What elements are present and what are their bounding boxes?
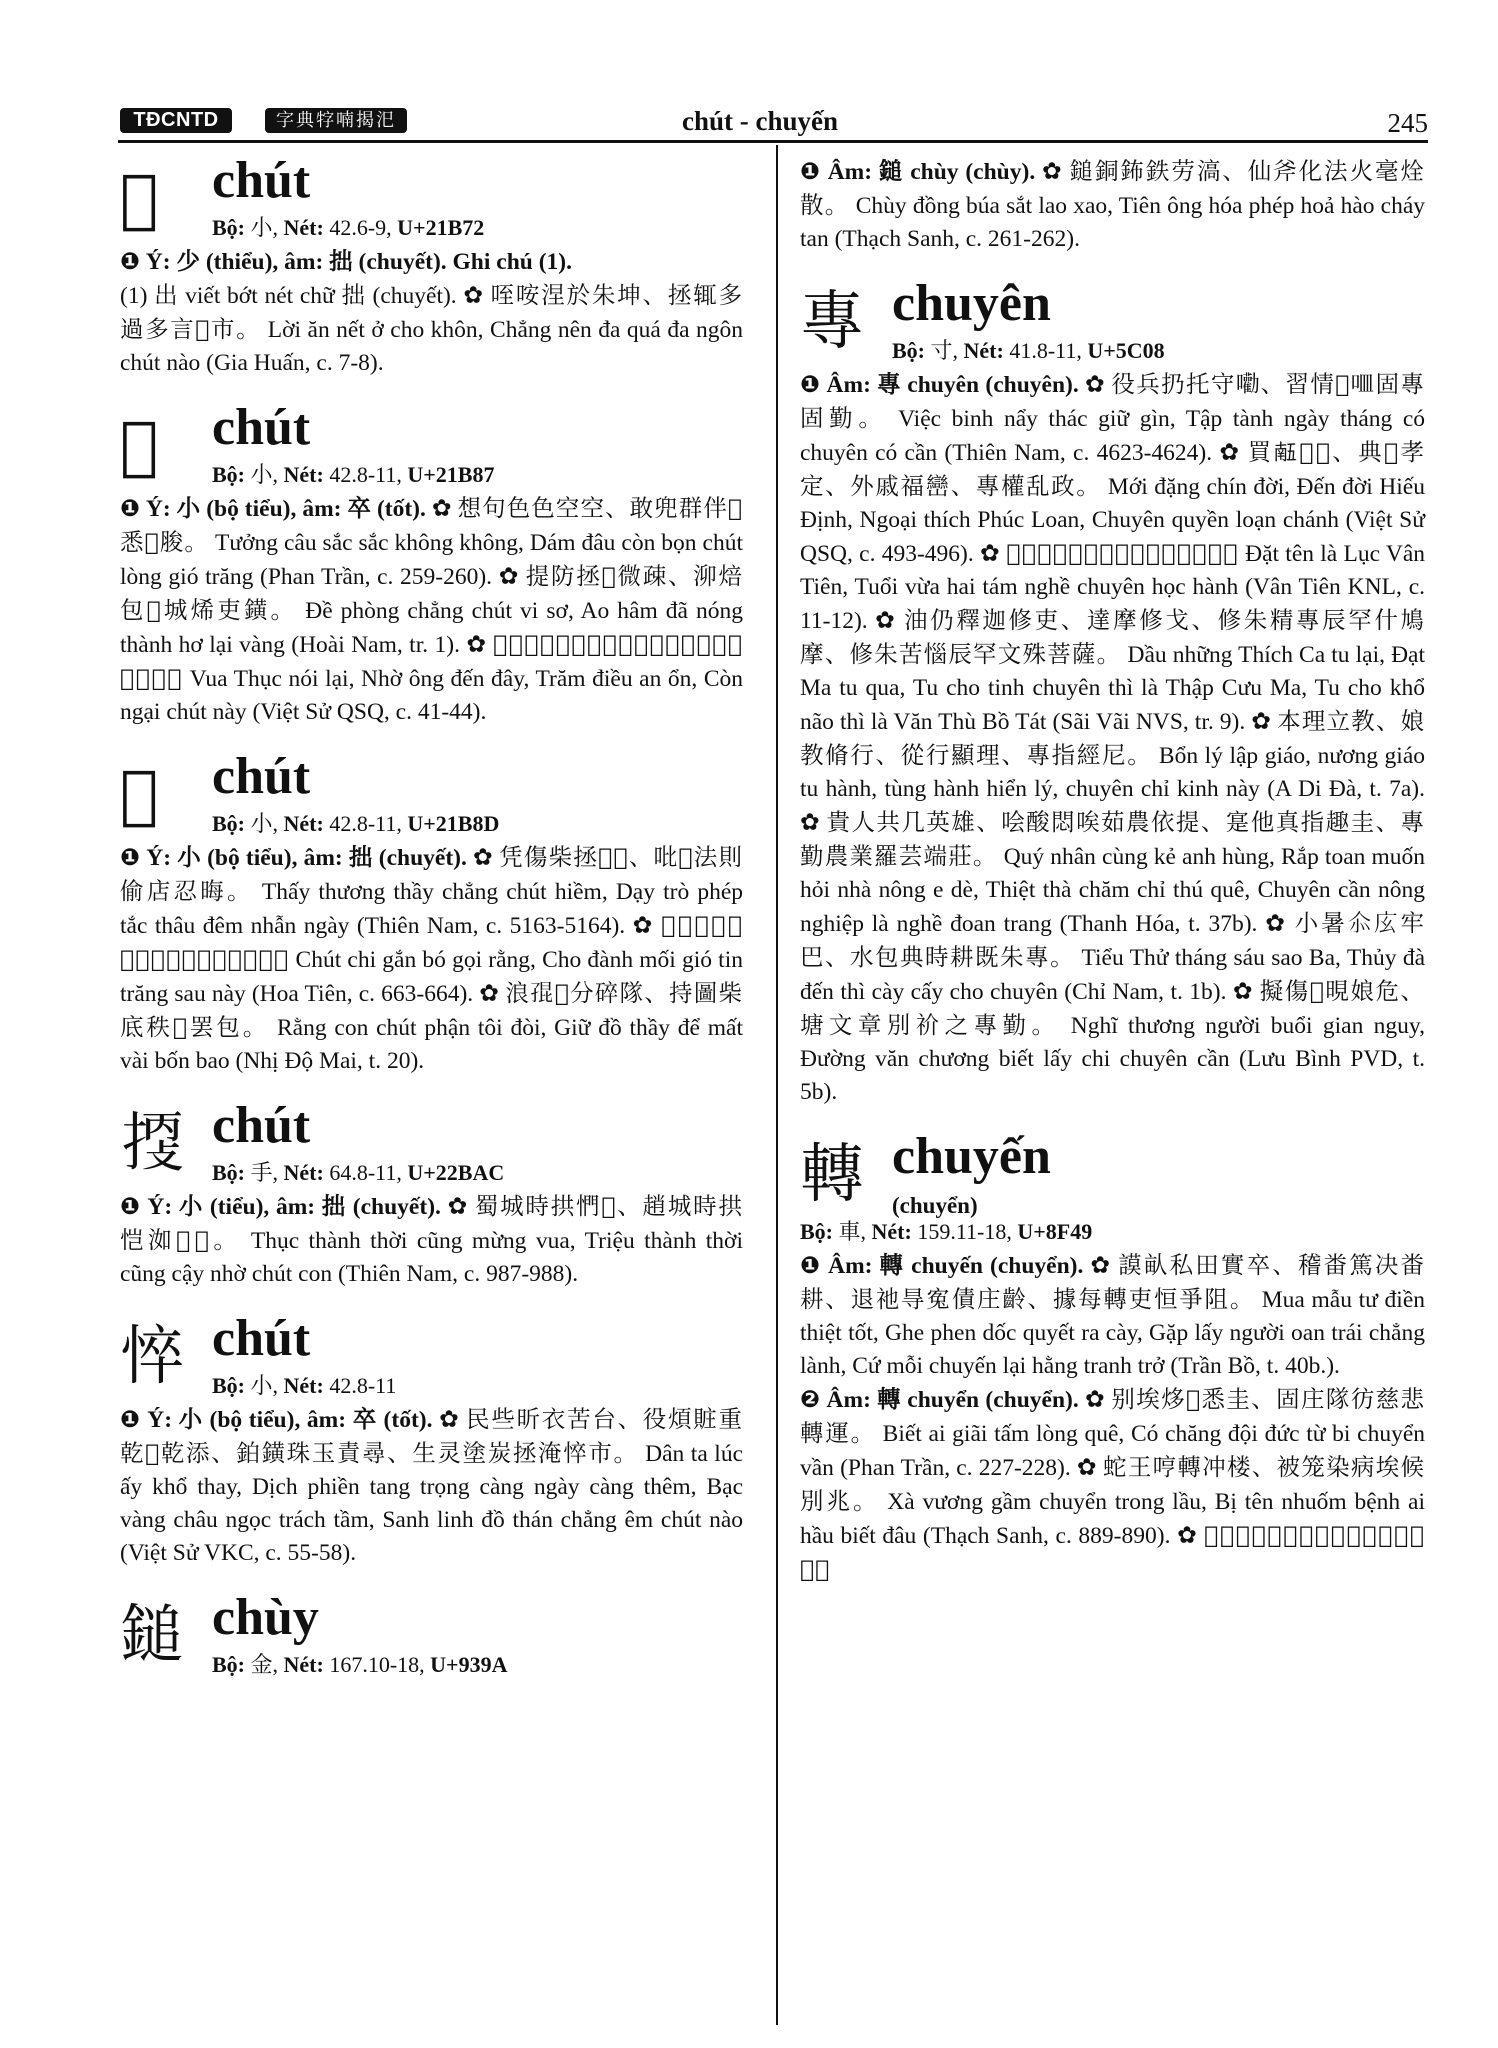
sense-2: ❷ Âm: 轉 chuyển (chuyển). ✿ 别埃㶴𢚸悉圭、固庄隊彷慈悲轉運。 Biết ai giãi tấm lòng quê, Có chăng đội đức từ bi chuyển vần (Phan Trần, c. 227-228). ✿ 蛇王哼轉冲楼、被笼染病埃候別兆。 Xà vương gầm chuyển trong lầu, Bị tên nhuốm bệnh ai hầu biết đâu (Thạch Sanh, c. 889-890). ✿ 𣇞祐天命人心、轉環事意呵啉牛魚、 <box>800 1385 1426 1583</box>
headword: chùy <box>212 1589 319 1646</box>
header-badge-title: TĐCNTD <box>120 108 232 133</box>
page-number: 245 <box>1387 108 1428 138</box>
sense-1: ❶ Ý: 小 (bộ tiểu), âm: 卒 (tốt). ✿ 想句色色空空、敢兜群伴𡮇悉𣵶脧。 Tưởng câu sắc sắc không không, Dám đâu còn bọn chút lòng gió trăng (Phan Trần, c. 259-260). ✿ 提防拯𡮇微疎、泖焙包𪷹城烯吏鐄。 Đề phòng chẳng chút vi sơ, Ao hâm đã nóng thành hơ lại vàng (Hoài Nam, tr. 1). ✿ 𢪀蜀吶吏、㤇翁典低、𡗉調安稳、群𠍦𡮇尼。 Vua Thục nói lại, Nhờ ông đến đây, Trăm điều an ổn, Còn ngại chút này (Việt Sử QSQ, c. 41-44). <box>120 494 744 725</box>
entry-chuyen <box>800 275 1426 1109</box>
entry-chuyen-2 <box>800 1128 1426 1587</box>
entry-meta: Bộ: 小, Nét: 42.8-11, U+21B87 <box>212 462 495 487</box>
entry-meta: Bộ: 車, Nét: 159.11-18, U+8F49 <box>800 1219 1093 1244</box>
headword-note: (chuyển) <box>892 1193 978 1218</box>
headword: chút <box>212 399 311 456</box>
entry-meta: Bộ: 小, Nét: 42.6-9, U+21B72 <box>212 215 485 240</box>
headword-han: 𡮇 <box>120 409 159 483</box>
column-divider <box>776 145 778 2025</box>
sense-1: ❶ Âm: 轉 chuyến (chuyển). ✿ 謨畒私田實卒、稽畨篤决畨耕、退祂㝵寃債庄齡、據每轉吏恒爭阻。 Mua mẫu tư điền thiệt tốt, Ghe phen dốc quyết ra cày, Gặp lấy người oan trái chẳng lành, Cứ mỗi chuyến lại hằng tranh trở (Trần Bồ, t. 40b.). <box>800 1251 1426 1379</box>
sense-1: ❶ Âm: 鎚 chùy (chùy). ✿ 鎚銅鈽鉄劳滈、仙斧化法火毫烇散。 Chùy đồng búa sắt lao xao, Tiên ông hóa phép hoả hào cháy tan (Thạch Sanh, c. 261-262). <box>800 157 1426 252</box>
sense-1: ❶ Âm: 專 chuyên (chuyên). ✿ 役兵扔托守𡅳、習情𣋚𠰘固專固勤。 Việc binh nẩy thác giữ gìn, Tập tành ngày tháng có chuyên có cần (Thiên Nam, c. 4623-4624). ✿ 買𠄼𠁀𦘧、典𦘧孝定、外戚福巒、專權乱政。 Mới đặng chín đời, Đến đời Hiếu Định, Ngoại thích Phúc Loan, Chuyên quyền loạn chánh (Việt Sử QSQ, c. 493-496). ✿ 𨁪名吲蓼雲仙、𬗐𠰳𠦳藝專學行。 Đặt tên là Lục Vân Tiên, Tuổi vừa hai tám nghề chuyên học hành (Vân Tiên KNL, c. 11-12). ✿ 油仍釋迦修吏、達摩修戈、修朱精專辰罕什鳩摩、修朱苦惱辰罕文殊菩薩。 Dầu những Thích Ca tu lại, Đạt Ma tu qua, Tu cho tinh chuyên thì là Thập Cưu Ma, Tu cho khổ não thì là Văn Thù Bồ Tát (Sãi Vãi NVS, tr. 9). ✿ 本理立教、娘教脩行、從行顯理、專指經尼。 Bổn lý lập giáo, nương giáo tu hành, tùng hành hiển lý, chuyên chỉ kinh này (A Di Đà, t. 7a). ✿ 貴人共几英雄、哙酸悶唉茹農依提、寔他真指趣圭、專勤農業羅芸端莊。 Quý nhân cùng kẻ anh hùng, Rắp toan muốn hỏi nhà nông e dè, Thiệt thà chăm chỉ thú quê, Chuyên cần nông nghiệp là nghề đoan trang (Thanh Hóa, t. 37b). ✿ 小暑𠇍𢇝牢巴、水包典時耕既朱專。 Tiểu Thử tháng sáu sao Ba, Thủy đà đến thì cày cấy cho chuyên (Chỉ Nam, t. 1b). ✿ 擬傷𣉹晛娘危、塘文章別祄之專勤。 Nghĩ thương người buổi gian nguy, Đường văn chương biết lấy chi chuyên cần (Lưu Bình PVD, t. 5b). <box>800 370 1426 1105</box>
headword-han: 專 <box>800 285 864 359</box>
headword: chút <box>212 1097 311 1154</box>
headword: chút <box>212 748 311 805</box>
headword-han: 鎚 <box>120 1599 184 1673</box>
running-head: chút - chuyến <box>681 106 838 136</box>
headword-han: 𡮍 <box>120 758 159 832</box>
headword: chuyến <box>892 1128 1051 1185</box>
entry-chuy-continued <box>800 155 1425 256</box>
sense-1: ❶ Ý: 少 (thiểu), âm: 拙 (chuyết). Ghi chú (1). <box>120 247 573 275</box>
right-column <box>800 155 1425 1609</box>
entry-chut-1 <box>120 152 743 380</box>
sense-note: (1) 出 viết bớt nét chữ 拙 (chuyết). ✿ 咥咹涅於朱坤、拯辄多過多言𡭲市。 Lời ăn nết ở cho khôn, Chẳng nên đa quá đa ngôn chút nào (Gia Huấn, c. 7-8). <box>120 281 743 376</box>
headword: chút <box>212 1310 311 1367</box>
sense-1: ❶ Ý: 小 (tiểu), âm: 拙 (chuyết). ✿ 蜀城時拱㥃𢪀、趙城時拱恺洳𢯬𡥵。 Thục thành thời cũng mừng vua, Triệu thành thời cũng cậy nhờ chút con (Thiên Nam, c. 987-988). <box>120 1192 743 1287</box>
entry-chut-2 <box>120 399 744 729</box>
entry-meta: Bộ: 金, Nét: 167.10-18, U+939A <box>212 1652 508 1677</box>
sense-1: ❶ Ý: 小 (bộ tiểu), âm: 卒 (tốt). ✿ 民些昕衣苦台、役煩賍重乾𣋚乾添、鉑鐄珠玉責尋、生灵塗炭拯淹悴市。 Dân ta lúc ấy khổ thay, Dịch phiền tang trọng càng ngày càng thêm, Bạc vàng châu ngọc trách tầm, Sanh linh đồ thán chẳng êm chút nào (Việt Sử VKC, c. 55-58). <box>120 1405 744 1566</box>
entry-meta: Bộ: 小, Nét: 42.8-11 <box>212 1373 397 1398</box>
headword: chuyên <box>892 275 1051 332</box>
headword-han: 悴 <box>120 1320 184 1394</box>
entry-chut-3 <box>120 748 744 1078</box>
headword-han: 𢯬 <box>120 1107 184 1181</box>
entry-meta: Bộ: 寸, Nét: 41.8-11, U+5C08 <box>892 338 1165 363</box>
entry-chuy <box>120 1589 743 1682</box>
entry-meta: Bộ: 手, Nét: 64.8-11, U+22BAC <box>212 1160 505 1185</box>
entry-meta: Bộ: 小, Nét: 42.8-11, U+21B8D <box>212 811 500 836</box>
headword-han: 𡭲 <box>120 162 159 236</box>
entry-head <box>120 152 743 245</box>
header-badge-han: 字典牸喃揭汜 <box>265 108 407 133</box>
header-rule <box>118 140 1428 143</box>
left-column <box>120 152 744 1704</box>
headword-han: 轉 <box>800 1138 864 1212</box>
entry-chut-5 <box>120 1310 744 1570</box>
entry-chut-4 <box>120 1097 743 1291</box>
sense-1: ❶ Ý: 小 (bộ tiểu), âm: 拙 (chuyết). ✿ 凭傷柴拯𡮍𡛔、吡𠺥法則偷店忍晦。 Thấy thương thầy chẳng chút hiềm, Dạy trò phép tắc thâu đêm nhẫn ngày (Thiên Nam, c. 5163-5164). ✿ 𡮍之哏吔噲浪、朱停繓𧖱信脧𩙍尼。 Chút chi gắn bó gọi rằng, Cho đành mối gió tin trăng sau này (Hoa Tiên, c. 663-664). ✿ 浪𡥵𡮍分碎隊、持圖柴底秩𠀧罢包。 Rằng con chút phận tôi đòi, Giữ đồ thầy để mất vài bốn bao (Nhị Độ Mai, t. 20). <box>120 843 744 1074</box>
headword: chút <box>212 152 311 209</box>
